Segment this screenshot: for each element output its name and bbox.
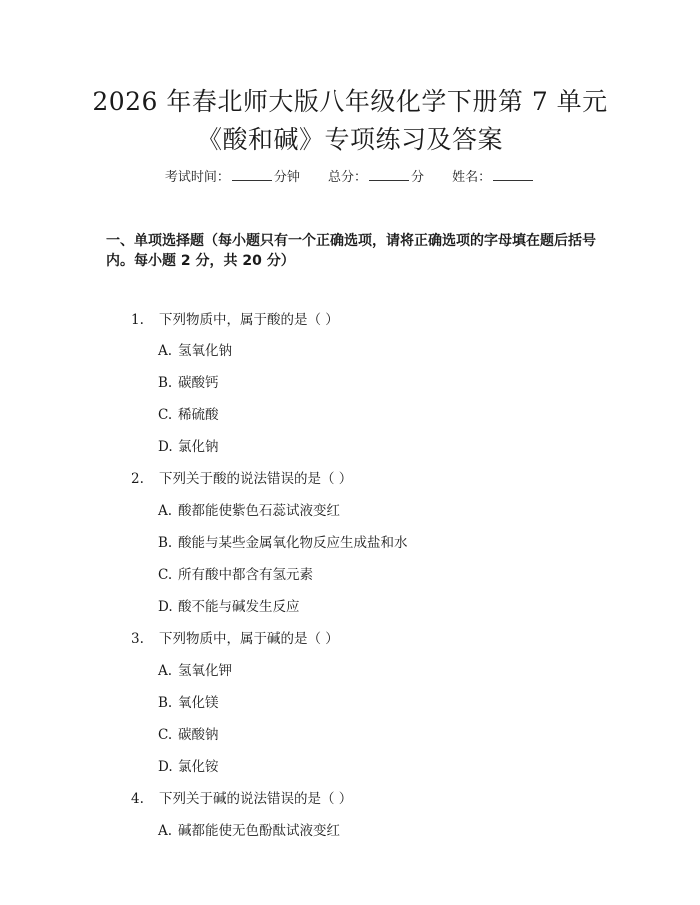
option-text: 碱都能使无色酚酞试液变红 [178, 823, 340, 839]
page-title-line-2: 《酸和碱》专项练习及答案 [196, 125, 503, 154]
total-score-field [328, 170, 428, 185]
option-letter: A. [158, 503, 173, 519]
total-score-label: 总分： [327, 170, 367, 185]
question-number: 4. [131, 791, 144, 807]
question-3-option-c [158, 726, 219, 744]
question-number: 2. [131, 471, 144, 487]
option-text: 氧化镁 [178, 695, 219, 711]
option-text: 碳酸钠 [178, 727, 219, 743]
option-letter: B. [158, 695, 173, 711]
name-field [452, 170, 535, 185]
question-3-option-b [158, 694, 219, 712]
option-letter: A. [158, 343, 173, 359]
option-text: 酸不能与碱发生反应 [178, 599, 300, 615]
question-2-option-b [158, 534, 408, 552]
option-text: 酸能与某些金属氧化物反应生成盐和水 [178, 535, 408, 551]
option-letter: C. [158, 567, 173, 583]
question-4-option-a [158, 822, 340, 840]
question-text: 下列物质中，属于酸的是（ ） [159, 312, 339, 328]
option-letter: B. [158, 535, 173, 551]
option-letter: D. [158, 759, 173, 775]
question-2-option-c [158, 566, 313, 584]
question-text: 下列物质中，属于碱的是（ ） [159, 631, 339, 647]
exam-time-blank[interactable] [232, 168, 272, 181]
section-1-heading: 一、单项选择题（每小题只有一个正确选项，请将正确选项的字母填在题后括号内。每小题 2 分，共 20 分） [106, 233, 596, 269]
question-text: 下列关于碱的说法错误的是（ ） [159, 791, 353, 807]
question-2-option-d [158, 598, 300, 616]
exam-info-row [0, 168, 700, 188]
question-2-option-a [158, 502, 340, 520]
question-1-option-a [158, 342, 232, 360]
option-letter: C. [158, 407, 173, 423]
option-text: 氢氧化钠 [178, 343, 232, 359]
total-score-unit: 分 [411, 170, 425, 185]
option-letter: D. [158, 599, 173, 615]
option-letter: A. [158, 823, 173, 839]
name-blank[interactable] [493, 168, 533, 181]
question-4 [131, 790, 352, 808]
exam-time-unit: 分钟 [273, 170, 300, 185]
name-label: 姓名： [452, 170, 492, 185]
page-title-line-1: 2026 年春北师大版八年级化学下册第 7 单元 [92, 87, 608, 116]
question-text: 下列关于酸的说法错误的是（ ） [159, 471, 353, 487]
exam-time-field [165, 170, 304, 185]
option-text: 氯化钠 [178, 439, 219, 455]
question-3 [131, 630, 339, 648]
question-1-option-c [158, 406, 219, 424]
option-text: 氢氧化钾 [178, 663, 232, 679]
question-1-option-b [158, 374, 219, 392]
option-letter: D. [158, 439, 173, 455]
question-1-option-d [158, 438, 219, 456]
option-text: 所有酸中都含有氢元素 [178, 567, 313, 583]
question-1 [131, 311, 339, 329]
question-2 [131, 470, 352, 488]
question-number: 1. [131, 312, 144, 328]
option-text: 氯化铵 [178, 759, 219, 775]
option-letter: A. [158, 663, 173, 679]
question-3-option-a [158, 662, 232, 680]
option-text: 稀硫酸 [178, 407, 219, 423]
total-score-blank[interactable] [369, 168, 409, 181]
option-text: 酸都能使紫色石蕊试液变红 [178, 503, 340, 519]
option-text: 碳酸钙 [178, 375, 219, 391]
question-number: 3. [131, 631, 144, 647]
question-3-option-d [158, 758, 219, 776]
option-letter: C. [158, 727, 173, 743]
option-letter: B. [158, 375, 173, 391]
exam-time-label: 考试时间： [164, 170, 230, 185]
